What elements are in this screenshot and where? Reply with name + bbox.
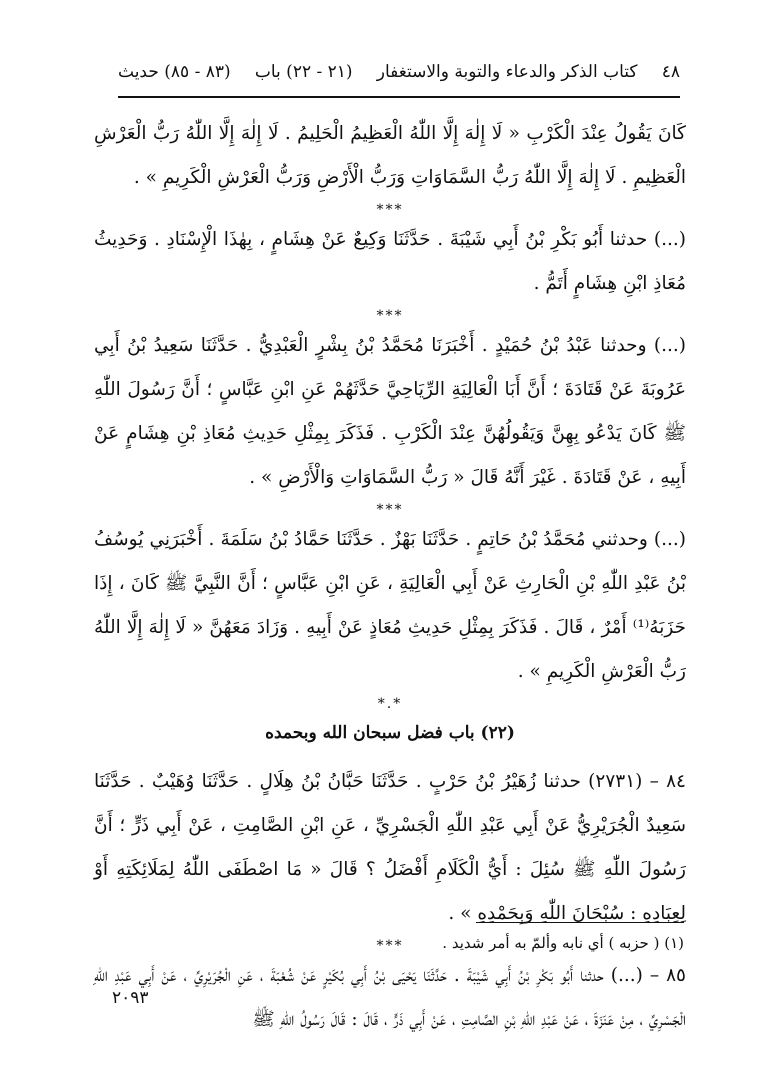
running-head: [118, 62, 680, 82]
paragraph-4: (...) وحدثني مُحَمَّدُ بْنُ حَاتِمٍ . حَدَّثَنَا بَهْزٌ . حَدَّثَنَا حَمَّادُ بْنُ سَلَمَةَ . أَخْبَرَنِي يُوسُفُ بْنُ عَبْدِ اللّٰهِ بْنِ الْحَارِثِ عَنْ أَبِي الْعَالِيَةِ ، عَنِ ابْنِ عَبَّاسٍ ؛ أَنَّ النَّبِيَّ ﷺ كَانَ ، إِذَا حَزَبَهُ⁽¹⁾ أَمْرٌ ، قَالَ . فَذَكَرَ بِمِثْلِ حَدِيثِ مُعَاذٍ عَنْ أَبِيهِ . وَزَادَ مَعَهُنَّ « لَا إِلٰهَ إِلَّا اللّٰهُ رَبُّ الْعَرْشِ الْكَرِيمِ » .: [94, 529, 686, 682]
paragraph-3: (...) وحدثنا عَبْدُ بْنُ حُمَيْدٍ . أَخْبَرَنَا مُحَمَّدُ بْنُ بِشْرٍ الْعَبْدِيُّ . حَدَّثَنَا سَعِيدُ بْنُ أَبِي عَرُوبَةَ عَنْ قَتَادَةَ ؛ أَنَّ أَبَا الْعَالِيَةِ الرِّيَاحِيَّ حَدَّثَهُمْ عَنِ ابْنِ عَبَّاسٍ ؛ أَنَّ رَسُولَ اللّٰهِ ﷺ كَانَ يَدْعُو بِهِنَّ وَيَقُولُهُنَّ عِنْدَ الْكَرْبِ . فَذَكَرَ بِمِثْلِ حَدِيثِ مُعَاذِ بْنِ هِشَامٍ عَنْ أَبِيهِ ، عَنْ قَتَادَةَ . غَيْرَ أَنَّهُ قَالَ « رَبُّ السَّمَاوَاتِ وَالْأَرْضِ » .: [94, 335, 686, 488]
header-hadith-range: (٨٣ - ٨٥) حديث: [118, 62, 231, 82]
header-page-number: ٤٨: [661, 62, 680, 82]
paragraph-1: كَانَ يَقُولُ عِنْدَ الْكَرْبِ « لَا إِلٰهَ إِلَّا اللّٰهُ الْعَظِيمُ الْحَلِيمُ . لَا إِلٰهَ إِلَّا اللّٰهُ رَبُّ الْعَرْشِ الْعَظِيمِ . لَا إِلٰهَ إِلَّا اللّٰهُ رَبُّ السَّمَاوَاتِ وَرَبُّ الْأَرْضِ وَرَبُّ الْعَرْشِ الْكَرِيمِ » .: [94, 123, 686, 188]
separator-1: ***: [376, 202, 404, 218]
footnote: (١) ( حزبه ) أي نابه وألمّ به أمر شديد .: [442, 934, 684, 952]
hadith-85: ٨٥ – (...) حدثنا أَبُو بَكْرِ بْنُ أَبِي شَيْبَةَ . حَدَّثَنَا يَحْيَى بْنُ أَبِي بُكَيْرٍ عَنْ شُعْبَةَ ، عَنِ الْجُرَيْرِيِّ ، عَنْ أَبِي عَبْدِ اللّٰهِ الْجَسْرِيِّ ، مِنْ عَنَزَةَ ، عَنْ عَبْدِ اللّٰهِ بْنِ الصَّامِتِ ، عَنْ أَبِي ذَرٍّ ، قَالَ : قَالَ رَسُولُ اللّٰهِ ﷺ: [94, 965, 686, 1030]
header-book-title: كتاب الذكر والدعاء والتوبة والاستغفار: [376, 62, 638, 82]
footnote-rule: [476, 922, 684, 923]
header-rule: [118, 96, 680, 98]
hadith-84: ٨٤ – (٢٧٣١) حدثنا زُهَيْرُ بْنُ حَرْبٍ . حَدَّثَنَا حَبَّانُ بْنُ هِلَالٍ . حَدَّثَنَا وُهَيْبٌ . حَدَّثَنَا سَعِيدٌ الْجُرَيْرِيُّ عَنْ أَبِي عَبْدِ اللّٰهِ الْجَسْرِيِّ ، عَنِ ابْنِ الصَّامِتِ ، عَنْ أَبِي ذَرٍّ ؛ أَنَّ رَسُولَ اللّٰهِ ﷺ سُئِلَ : أَيُّ الْكَلَامِ أَفْضَلُ ؟ قَالَ « مَا اصْطَفَى اللّٰهُ لِمَلَائِكَتِهِ أَوْ لِعِبَادِهِ : سُبْحَانَ اللّٰهِ وَبِحَمْدِهِ » .: [94, 771, 686, 924]
section-end-mark: *.*: [377, 696, 403, 712]
header-chapters: (٢١ - ٢٢) باب: [254, 62, 353, 82]
separator-4: ***: [376, 938, 404, 954]
separator-3: ***: [376, 502, 404, 518]
separator-2: ***: [376, 308, 404, 324]
chapter-heading: (٢٢) باب فضل سبحان الله وبحمده: [265, 723, 515, 743]
page-number: ٢٠٩٣: [112, 988, 149, 1008]
paragraph-2: (...) حدثنا أَبُو بَكْرِ بْنُ أَبِي شَيْبَةَ . حَدَّثَنَا وَكِيعٌ عَنْ هِشَامٍ ، بِهٰذَا الْإِسْنَادِ . وَحَدِيثُ مُعَاذِ ابْنِ هِشَامٍ أَتَمُّ .: [94, 229, 686, 294]
main-text: [94, 112, 686, 1042]
